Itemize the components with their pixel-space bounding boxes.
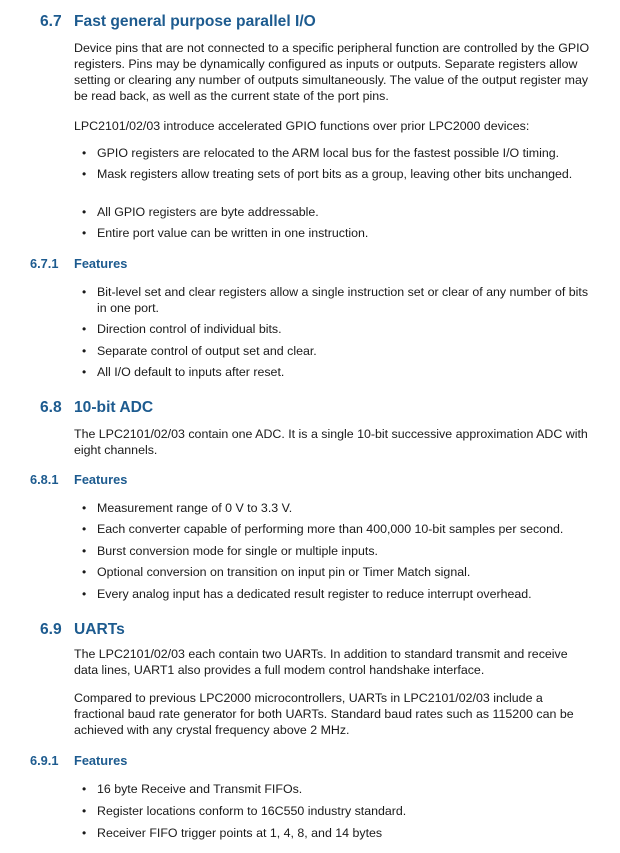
subsection-heading-6-8-1 (30, 472, 127, 488)
list-item: • Every analog input has a dedicated result register to reduce interrupt overhead. (82, 587, 532, 601)
section-number: 6.9.1 (30, 753, 59, 768)
section-title: Features (74, 256, 128, 271)
list-item: • Burst conversion mode for single or multiple inputs. (82, 544, 378, 558)
bullet-icon: • (82, 826, 87, 840)
list-item: • Mask registers allow treating sets of port bits as a group, leaving other bits unchanged. (82, 167, 573, 181)
section-number: 6.9 (40, 621, 62, 638)
bullet-icon: • (82, 322, 87, 336)
list-item: • 16 byte Receive and Transmit FIFOs. (82, 782, 303, 796)
section-title: UARTs (74, 621, 125, 638)
list-item: • Optional conversion on transition on input pin or Timer Match signal. (82, 565, 471, 579)
section-title: 10-bit ADC (74, 399, 154, 416)
subsection-heading-6-7-1 (30, 256, 127, 272)
section-title: Features (74, 753, 128, 768)
paragraph: Device pins that are not connected to a specific peripheral function are controlled by the GPIO registers. Pins may be dynamically configured as inputs or outputs. Separate registers allow setting or clearing any number of outputs simultaneously. The value of the output register may be read back, as well as the current state of the port pins. (74, 41, 590, 103)
section-heading-6-9 (40, 621, 125, 639)
bullet-icon: • (82, 365, 87, 379)
bullet-icon: • (82, 501, 87, 515)
bullet-icon: • (82, 544, 87, 558)
list-item: • Separate control of output set and clear. (82, 344, 317, 358)
list-item: • All I/O default to inputs after reset. (82, 365, 285, 379)
subsection-heading-6-9-1 (30, 753, 127, 769)
section-title: Fast general purpose parallel I/O (74, 13, 316, 30)
bullet-icon: • (82, 782, 87, 796)
paragraph: The LPC2101/02/03 each contain two UARTs. In addition to standard transmit and receive data lines, UART1 also provides a full modem control handshake interface. (74, 647, 568, 677)
paragraph: Compared to previous LPC2000 microcontrollers, UARTs in LPC2101/02/03 include a fractional baud rate generator for both UARTs. Standard baud rates such as 115200 can be achieved with any crystal frequency above 2 MHz. (74, 691, 574, 737)
bullet-icon: • (82, 565, 87, 579)
section-number: 6.8.1 (30, 472, 59, 487)
paragraph: The LPC2101/02/03 contain one ADC. It is a single 10-bit successive approximation ADC with eight channels. (74, 427, 588, 457)
bullet-icon: • (82, 522, 87, 536)
list-item: • Register locations conform to 16C550 industry standard. (82, 804, 407, 818)
bullet-icon: • (82, 285, 87, 299)
bullet-icon: • (82, 587, 87, 601)
list-item: • Measurement range of 0 V to 3.3 V. (82, 501, 293, 515)
section-number: 6.8 (40, 399, 62, 416)
list-item: • Receiver FIFO trigger points at 1, 4, 8, and 14 bytes (82, 826, 383, 840)
section-number: 6.7 (40, 13, 62, 30)
section-heading-6-7 (40, 13, 316, 31)
bullet-icon: • (82, 344, 87, 358)
bullet-icon: • (82, 146, 87, 160)
section-title: Features (74, 472, 128, 487)
list-item: • Entire port value can be written in one instruction. (82, 226, 369, 240)
bullet-icon: • (82, 804, 87, 818)
list-item: • Each converter capable of performing more than 400,000 10-bit samples per second. (82, 522, 564, 536)
section-number: 6.7.1 (30, 256, 59, 271)
bullet-icon: • (82, 205, 87, 219)
bullet-icon: • (82, 226, 87, 240)
bullet-icon: • (82, 167, 87, 181)
list-item: • Direction control of individual bits. (82, 322, 282, 336)
paragraph: LPC2101/02/03 introduce accelerated GPIO functions over prior LPC2000 devices: (74, 119, 530, 133)
list-item: • Bit-level set and clear registers allow a single instruction set or clear of any number of bits in one port. (82, 285, 589, 315)
section-heading-6-8 (40, 399, 153, 417)
list-item: • GPIO registers are relocated to the ARM local bus for the fastest possible I/O timing. (82, 146, 560, 160)
list-item: • All GPIO registers are byte addressable. (82, 205, 319, 219)
